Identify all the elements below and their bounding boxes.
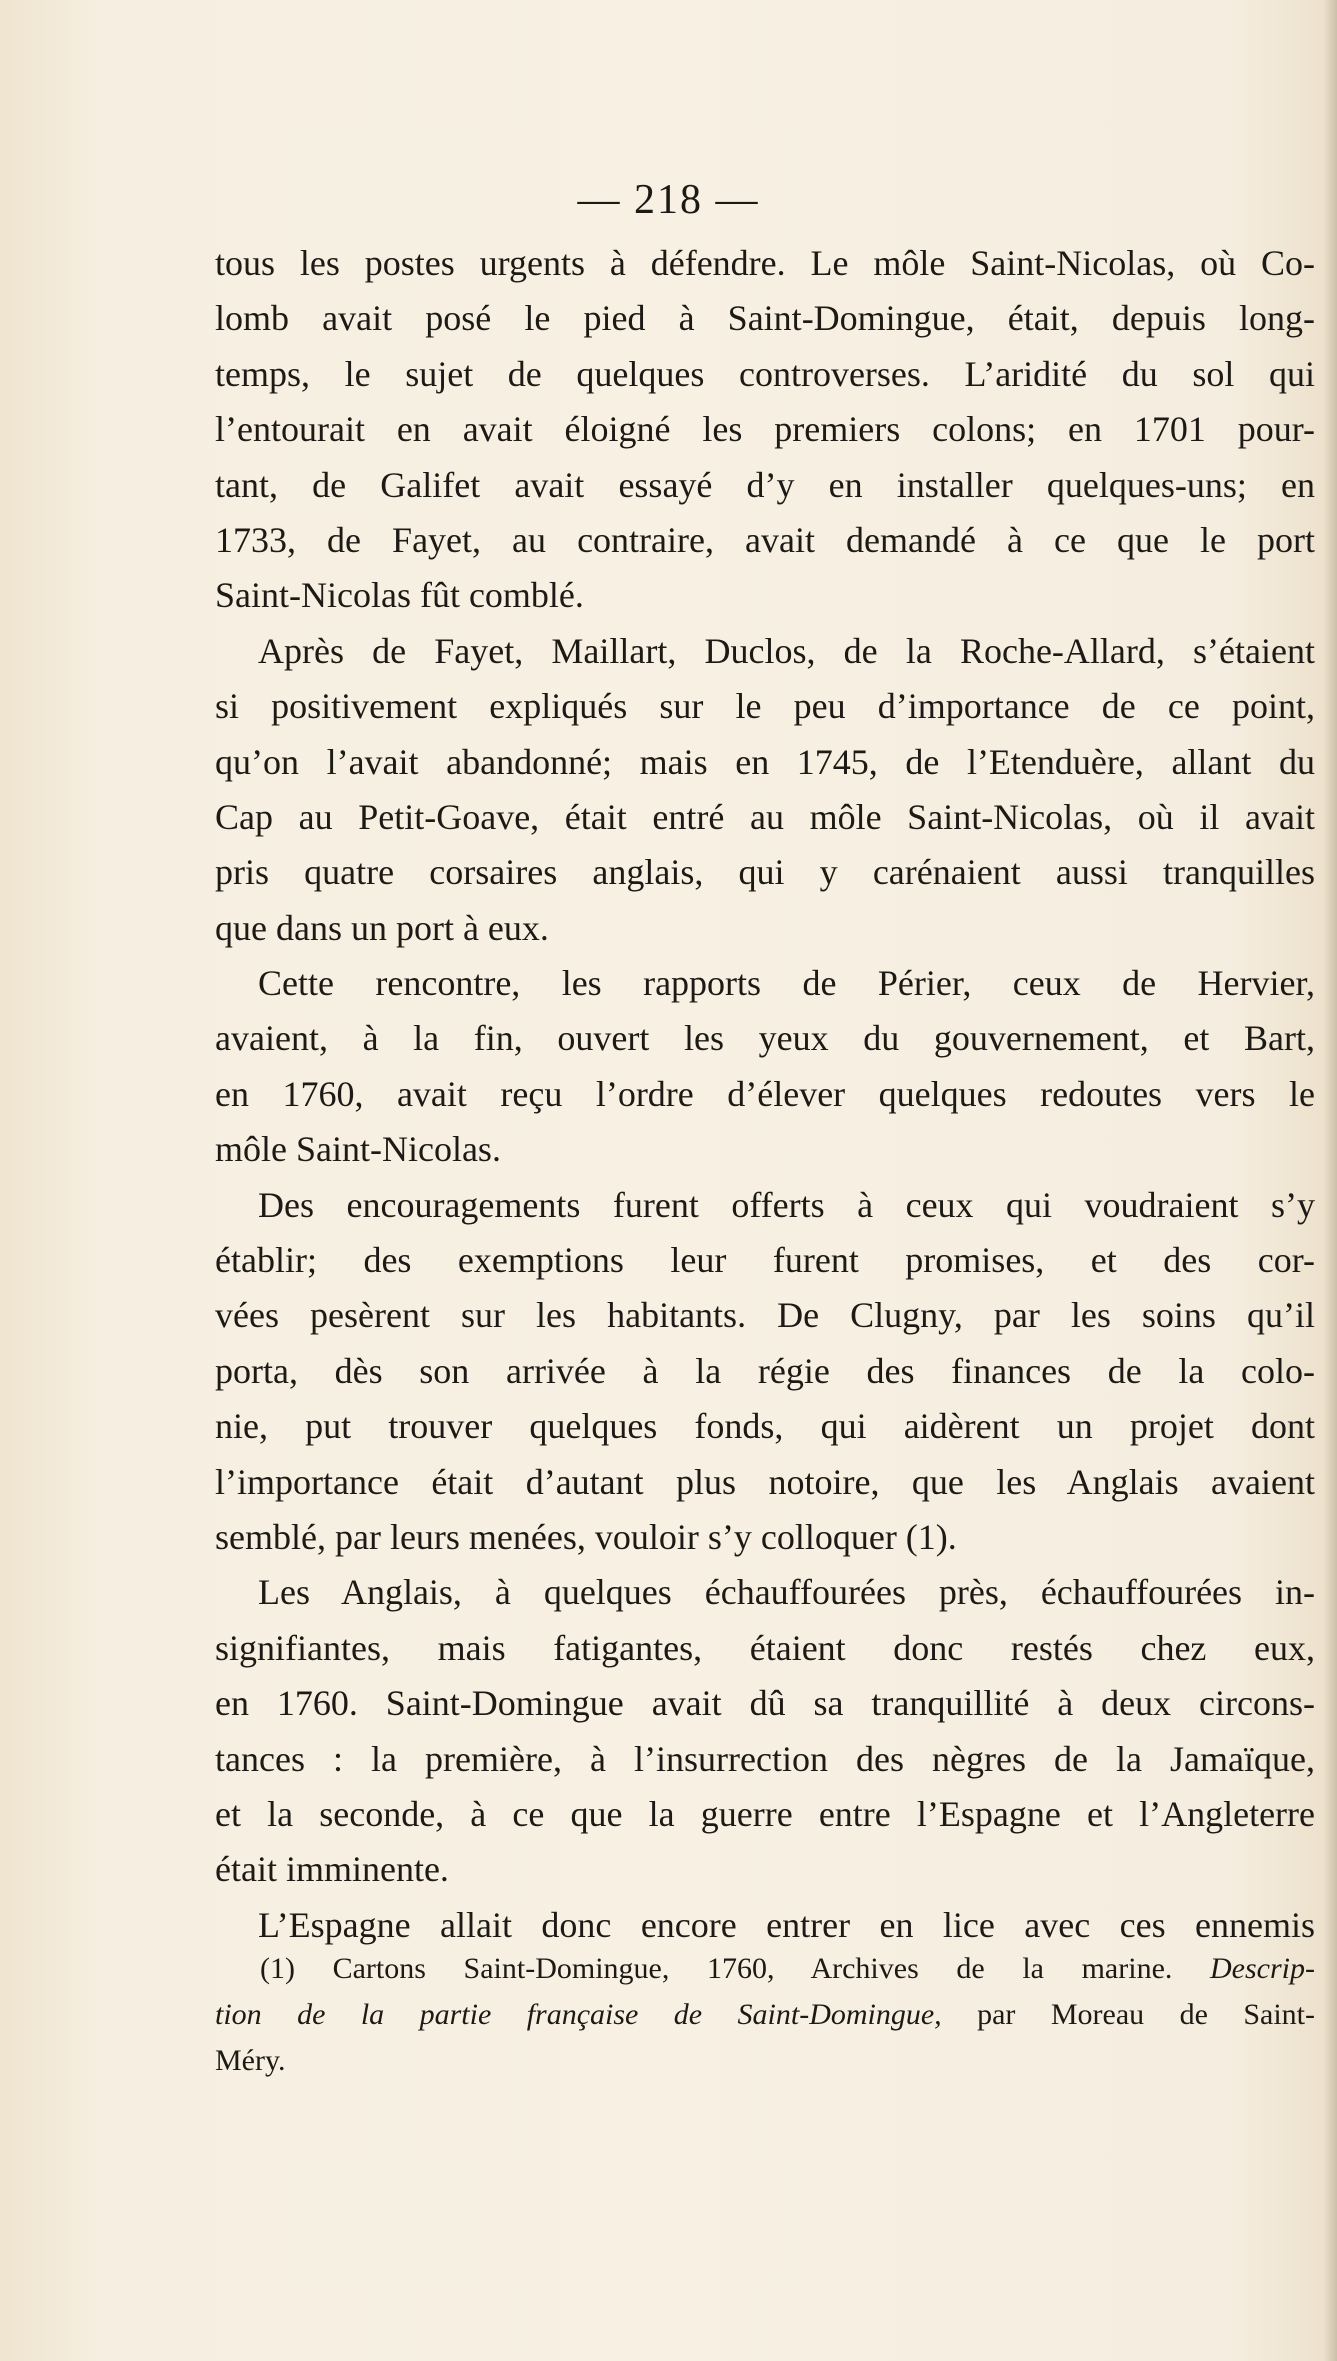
text-line: qu’on l’avait abandonné; mais en 1745, de l’Etenduère, allant du <box>215 741 1315 782</box>
text-line: temps, le sujet de quelques controverses. L’aridité du sol qui <box>215 353 1315 394</box>
text-line: tant, de Galifet avait essayé d’y en installer quelques-uns; en <box>215 464 1315 505</box>
text-line: semblé, par leurs menées, vouloir s’y colloquer (1). <box>215 1516 957 1557</box>
text-line: tances : la première, à l’insurrection des nègres de la Jamaïque, <box>215 1738 1315 1779</box>
text-line: avaient, à la fin, ouvert les yeux du gouvernement, et Bart, <box>215 1018 1315 1059</box>
text-line: était imminente. <box>215 1849 449 1890</box>
text-line: vées pesèrent sur les habitants. De Clugny, par les soins qu’il <box>215 1295 1315 1336</box>
text-line: lomb avait posé le pied à Saint-Domingue, était, depuis long- <box>215 298 1315 339</box>
text-line: Cap au Petit-Goave, était entré au môle Saint-Nicolas, où il avait <box>215 796 1315 837</box>
text-line: l’importance était d’autant plus notoire, que les Anglais avaient <box>215 1461 1315 1502</box>
footnote-line: tion de la partie française de Saint-Domingue, par Moreau de Saint- <box>215 1998 1315 2031</box>
text-line: pris quatre corsaires anglais, qui y carénaient aussi tranquilles <box>215 852 1315 893</box>
text-line: porta, dès son arrivée à la régie des finances de la colo- <box>215 1350 1315 1391</box>
text-line: tous les postes urgents à défendre. Le môle Saint-Nicolas, où Co- <box>215 243 1315 283</box>
text-line: et la seconde, à ce que la guerre entre l’Espagne et l’Angleterre <box>215 1793 1315 1834</box>
footnote-line: (1) Cartons Saint-Domingue, 1760, Archives de la marine. Descrip- <box>260 1952 1315 1985</box>
text-line: Après de Fayet, Maillart, Duclos, de la Roche-Allard, s’étaient <box>258 630 1315 671</box>
text-line: Les Anglais, à quelques échauffourées près, échauffourées in- <box>258 1572 1315 1613</box>
text-line: môle Saint-Nicolas. <box>215 1129 501 1170</box>
text-line: nie, put trouver quelques fonds, qui aidèrent un projet dont <box>215 1406 1315 1447</box>
text-line: en 1760, avait reçu l’ordre d’élever quelques redoutes vers le <box>215 1073 1315 1114</box>
page-edge-shadow <box>1323 0 1337 2361</box>
text-line: Des encouragements furent offerts à ceux qui voudraient s’y <box>258 1184 1315 1225</box>
body-text <box>215 236 1315 1953</box>
text-line: que dans un port à eux. <box>215 907 549 948</box>
text-line: si positivement expliqués sur le peu d’importance de ce point, <box>215 686 1315 727</box>
text-line: l’entourait en avait éloigné les premiers colons; en 1701 pour- <box>215 409 1315 450</box>
text-line: établir; des exemptions leur furent promises, et des cor- <box>215 1240 1315 1281</box>
text-line: Saint-Nicolas fût comblé. <box>215 575 584 616</box>
footnote-line: Méry. <box>215 2044 286 2077</box>
text-line: en 1760. Saint-Domingue avait dû sa tranquillité à deux circons- <box>215 1683 1315 1724</box>
text-line: signifiantes, mais fatigantes, étaient donc restés chez eux, <box>215 1627 1315 1668</box>
page-number: — 218 — <box>577 177 760 223</box>
text-line: L’Espagne allait donc encore entrer en lice avec ces ennemis <box>258 1904 1315 1945</box>
text-line: 1733, de Fayet, au contraire, avait demandé à ce que le port <box>215 519 1315 560</box>
text-line: Cette rencontre, les rapports de Périer, ceux de Hervier, <box>258 963 1315 1004</box>
footnotes <box>215 1946 1315 2084</box>
